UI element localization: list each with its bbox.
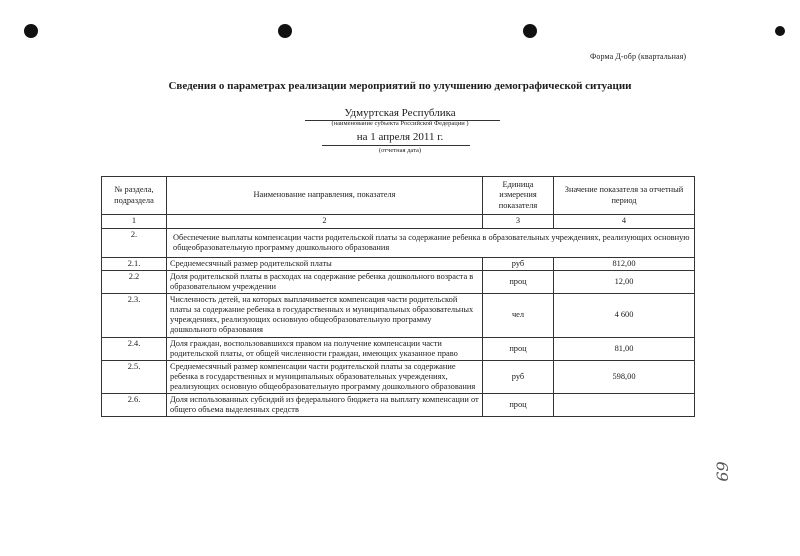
row-value: 812,00 [554,258,695,271]
punch-hole-left [24,24,38,38]
punch-hole-center-left [278,24,292,38]
row-value: 12,00 [554,271,695,294]
column-numbers-row [102,215,695,229]
row-number: 2.5. [102,360,167,393]
row-number: 2.4. [102,337,167,360]
table-row [102,271,695,294]
row-indicator: Среднемесячный размер родительской платы [167,258,483,271]
row-value [554,393,695,416]
handwritten-page-number: 69 [712,461,732,482]
region-caption: (наименование субъекта Российской Федерации ) [331,120,469,127]
form-code: Форма Д-обр (квартальная) [590,52,687,61]
row-number: 2.2 [102,271,167,294]
table-row [102,337,695,360]
report-date-caption: (отчетная дата) [378,147,422,154]
section-row [102,229,695,258]
table-row [102,258,695,271]
row-indicator: Численность детей, на которых выплачивается компенсация части родительской платы за содержание ребенка в государственных и муниципальных образовательных учреждениях, реализующих основную общеобразовательную программу дошкольного образования [167,294,483,337]
row-unit: чел [483,294,554,337]
row-value: 598,00 [554,360,695,393]
row-number: 2.1. [102,258,167,271]
row-unit: руб [483,360,554,393]
column-number: 3 [483,215,554,229]
header-section-number: № раздела, подраздела [102,177,167,215]
table-row [102,393,695,416]
region-name: Удмуртская Республика [344,107,456,119]
table-row [102,294,695,337]
row-indicator: Доля использованных субсидий из федерального бюджета на выплату компенсации от общего объема выделенных средств [167,393,483,416]
row-unit: проц [483,271,554,294]
table-header-row [102,177,695,215]
header-indicator-name: Наименование направления, показателя [167,177,483,215]
row-unit: проц [483,337,554,360]
header-unit: Единица измерения показателя [483,177,554,215]
row-unit: руб [483,258,554,271]
punch-hole-center-right [523,24,537,38]
row-indicator: Доля родительской платы в расходах на содержание ребенка дошкольного возраста в образовательном учреждении [167,271,483,294]
row-value: 81,00 [554,337,695,360]
section-number: 2. [102,229,167,258]
column-number: 2 [167,215,483,229]
row-number: 2.6. [102,393,167,416]
row-number: 2.3. [102,294,167,337]
row-unit: проц [483,393,554,416]
table-row [102,360,695,393]
report-date-underline [322,145,470,146]
column-number: 1 [102,215,167,229]
indicators-table [101,176,695,417]
row-indicator: Среднемесячный размер компенсации части родительской платы за содержание ребенка в государственных и муниципальных образовательных учреждениях, реализующих основную общеобразовательную программу дошкольного образования [167,360,483,393]
punch-hole-right [775,26,785,36]
column-number: 4 [554,215,695,229]
report-date: на 1 апреля 2011 г. [356,131,444,143]
document-title: Сведения о параметрах реализации мероприятий по улучшению демографической ситуации [168,80,632,92]
row-value: 4 600 [554,294,695,337]
row-indicator: Доля граждан, воспользовавшихся правом на получение компенсации части родительской платы, от общей численности граждан, имеющих указанное право [167,337,483,360]
section-title: Обеспечение выплаты компенсации части родительской платы за содержание ребенка в образовательных учреждениях, реализующих основную общеобразовательную программу дошкольного образования [167,229,695,258]
header-value: Значение показателя за отчетный период [554,177,695,215]
